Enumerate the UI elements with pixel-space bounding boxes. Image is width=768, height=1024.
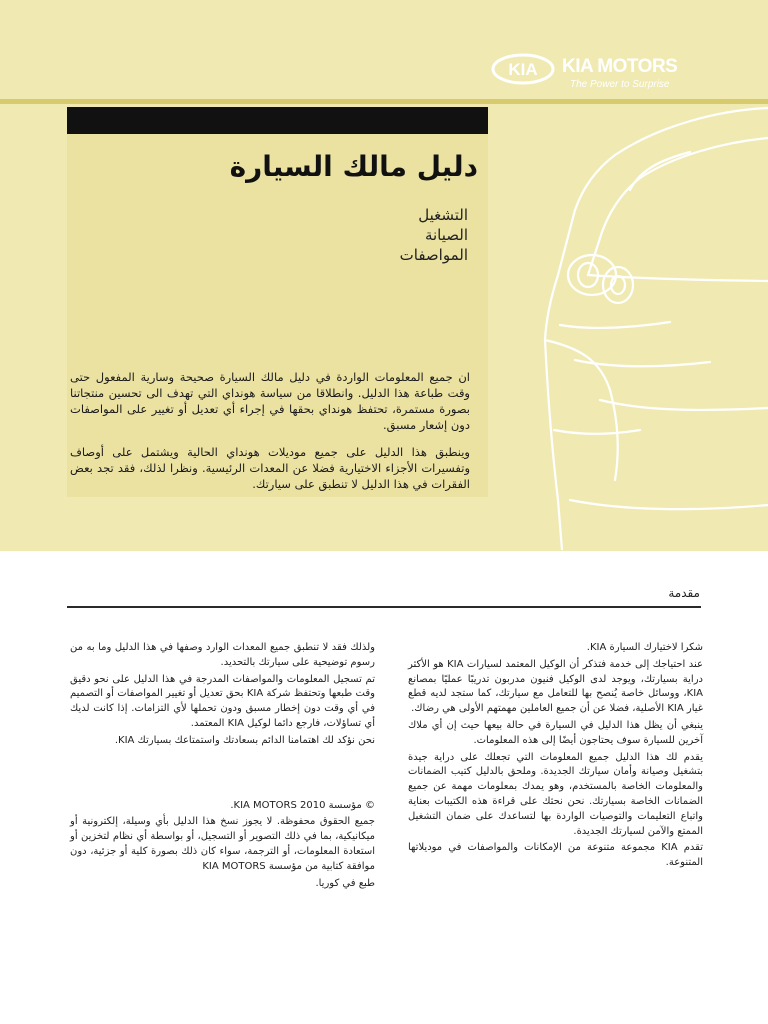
brand-name: KIA MOTORS	[562, 56, 678, 77]
subtitle-operation: التشغيل	[418, 206, 468, 224]
body-paragraph: ينبغي أن يظل هذا الدليل في السيارة في حالة بيعها حيث إن أي ملاك آخرين للسيارة سوف يحتاجون أيضًا إلى هذه المعلومات.	[408, 719, 703, 746]
car-outline-illustration	[540, 100, 768, 550]
body-paragraph: ولذلك فقد لا تنطبق جميع المعدات الوارد وصفها في هذا الدليل وما به من رسوم توضيحية على سيارتك بالتحديد.	[70, 642, 375, 668]
manual-title: دليل مالك السيارة	[229, 150, 478, 183]
rights-paragraph: جميع الحقوق محفوظة. لا يجوز نسخ هذا الدليل بأي وسيلة، إلكترونية أو ميكانيكية، بما في ذلك التصوير أو التسجيل، أو بواسطة أي نظام لتخزين أو استعادة المعلومات، أو الترجمة، سواء كان ذلك بصورة كلية أو جزئية، دون موافقة كتابية من مؤسسة KIA MOTORS	[70, 816, 375, 872]
body-paragraph: شكرا لاختيارك السيارة KIA.	[586, 642, 703, 653]
body-paragraph: نحن نؤكد لك اهتمامنا الدائم بسعادتك واستمتاعك بسيارتك KIA.	[114, 734, 375, 746]
brand-tagline: The Power to Surprise	[570, 79, 670, 90]
body-paragraph: عند احتياجك إلى خدمة فتذكر أن الوكيل المعتمد لسيارات KIA هو الأكثر دراية بسيارتك، ويوجد لدى الوكيل فنيون مدربون تدريبًا عمليًا بمصانع KIA، ووسائل خاصة يُنصح بها للتعامل مع سيارتك، كما ستجد لديه قطع غيار KIA الأصلية، فضلا عن أن جميع العاملين مهمتهم الأولى هي رضاك.	[408, 658, 703, 715]
section-divider	[67, 606, 701, 608]
cover-intro-text	[70, 369, 470, 503]
intro-paragraph: ان جميع المعلومات الواردة في دليل مالك السيارة صحيحة وسارية المفعول حتى وقت طباعة هذا الدليل. وانطلاقا من سياسة هونداي التي تهدف الى تحسين منتجاتنا بصورة مستمرة، تحتفظ هونداي بحقها في إجراء أي تعديل أو تغيير على المواصفات دون إشعار مسبق.	[70, 370, 470, 432]
body-paragraph: تم تسجيل المعلومات والمواصفات المدرجة في هذا الدليل على نحو دقيق وقت طبعها وتحتفظ شركة KIA بحق تعديل أو تغيير المواصفات أو التصميم في أي وقت دون إخطار مسبق ودون تحملها لأي التزامات. إذا كانت لديك أي تساؤلات، فارجع دائما لوكيل KIA المعتمد.	[70, 673, 375, 729]
column-spacer	[70, 751, 375, 799]
printed-in-line: طبع في كوريا.	[315, 877, 375, 889]
body-paragraph: تقدم KIA مجموعة متنوعة من الإمكانات والمواصفات في موديلاتها المتنوعة.	[408, 842, 703, 869]
right-text-column	[408, 641, 703, 873]
manual-subtitles	[268, 205, 468, 265]
left-text-column	[70, 641, 375, 893]
kia-oval-text: KIA	[508, 60, 538, 79]
subtitle-maintenance: الصيانة	[424, 226, 468, 244]
kia-motors-logo	[490, 52, 710, 96]
intro-paragraph: وينطبق هذا الدليل على جميع موديلات هونداي الحالية ويشتمل على أوصاف وتفسيرات الأجزاء الاختيارية فضلا عن المعدات الرئيسية. ونظرا لذلك، فقد تجد بعض الفقرات في هذا الدليل لا تنطبق على سيارتك.	[70, 445, 470, 491]
black-header-bar	[67, 107, 488, 134]
subtitle-specifications: المواصفات	[399, 246, 468, 264]
copyright-line: © مؤسسة KIA MOTORS 2010.	[230, 799, 375, 811]
section-title: مقدمة	[668, 586, 700, 600]
body-paragraph: يقدم لك هذا الدليل جميع المعلومات التي تجعلك على دراية جيدة بتشغيل وصيانة وأمان سيارتك الجديدة. وملحق بالدليل كتيب الضمانات والمعلومات الخاصة بالمستخدم، وهو يمدك بمعلومات مهمة عن جميع الضمانات الخاصة بسيارتك. نحن نحثك على قراءة هذه الكتيبات بعناية واتباع التعليمات والتوصيات الواردة بها لتساعدك على ضمان التشغيل الممتع والآمن لسيارتك الجديدة.	[408, 751, 703, 837]
kia-oval-logo-icon	[490, 52, 556, 86]
